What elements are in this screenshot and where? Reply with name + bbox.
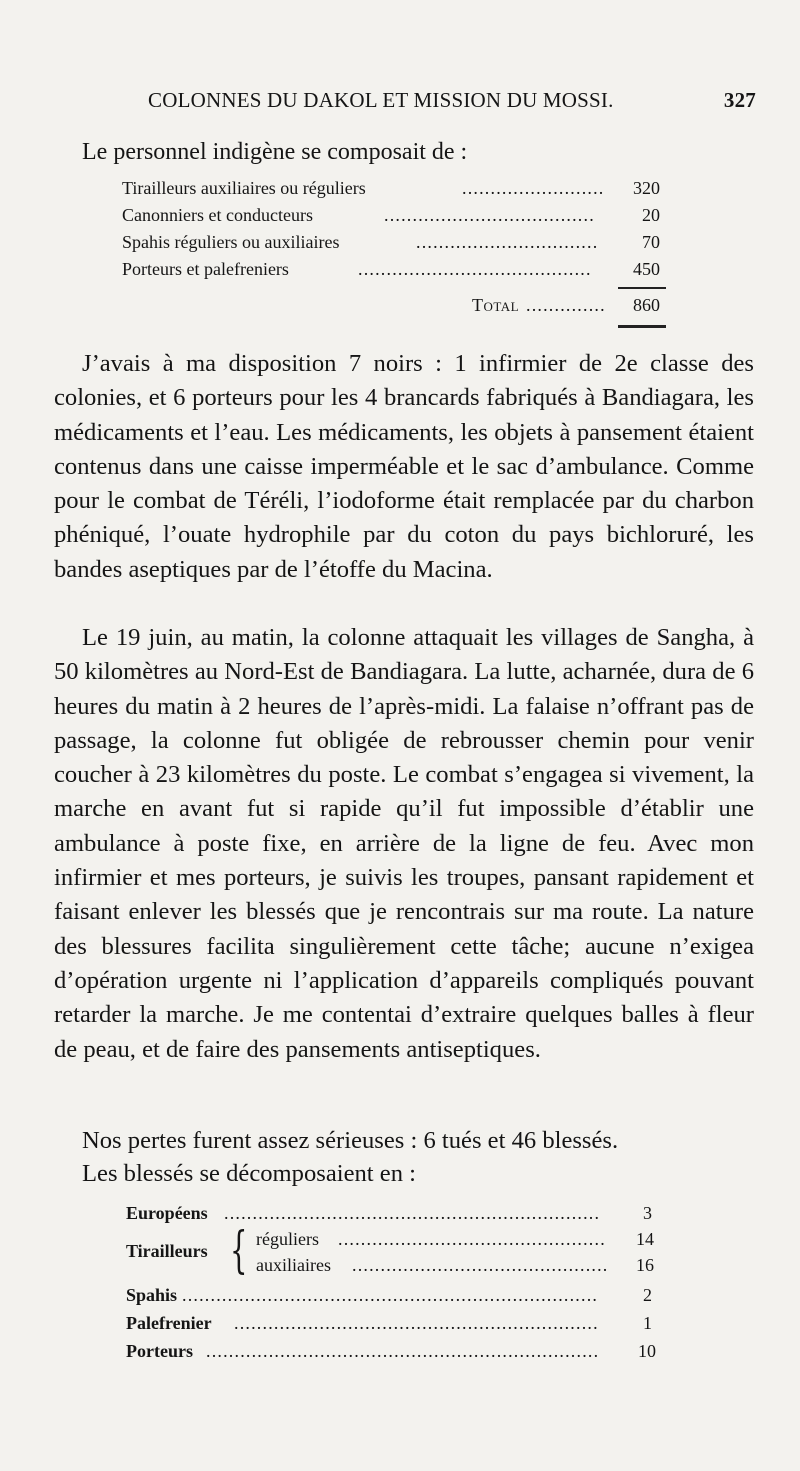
row-value: 14	[636, 1229, 654, 1249]
leader-dots: ..............	[526, 295, 606, 315]
row-label: Palefrenier	[126, 1313, 212, 1333]
intro-line: Le personnel indigène se composait de :	[82, 139, 468, 165]
total-label: Total	[472, 295, 520, 315]
row-label: Tirailleurs	[126, 1241, 208, 1261]
brace-glyph: {	[230, 1221, 248, 1279]
row-label: Spahis	[126, 1285, 178, 1305]
wounded-table	[126, 1203, 686, 1383]
row-value: 2	[643, 1285, 652, 1305]
row-label: réguliers	[256, 1229, 319, 1249]
leader-dots: .........................................	[358, 259, 592, 279]
paragraph: Le 19 juin, au matin, la colonne attaquait les villages de Sangha, à 50 kilomètres au Nord-Est de Bandiagara. La lutte, acharnée, dura de 6 heures du matin à 2 heures de l’après-midi. La falaise n’offrant pas de passage, la colonne fut obligée de rebrousser chemin pour venir coucher à 23 kilomètres du poste. Le combat s’engagea si vivement, la marche en avant fut si rapide qu’il fut impossible d’établir une ambulance à poste fixe, en arrière de la ligne de feu. Avec mon infirmier et mes porteurs, je suivis les troupes, pansant rapidement et faisant enlever les blessés que je rencontrais sur ma route. La nature des blessures facilita singulièrement cette tâche; aucune n’exigea d’opération urgente ni l’application d’appareils compliqués pouvant retarder la marche. Je me contentai d’extraire quelques balles à fleur de peau, et de faire des pansements antiseptiques.	[54, 624, 754, 1063]
leader-dots: .............................................	[352, 1255, 609, 1275]
row-label: Porteurs	[126, 1341, 193, 1361]
paragraph: J’avais à ma disposition 7 noirs : 1 infirmier de 2e classe des colonies, et 6 porteurs pour les 4 brancards fabriqués à Bandiagara, les médicaments et l’eau. Les médicaments, les objets à pansement étaient contenus dans une caisse imperméable et le sac d’ambulance. Comme pour le combat de Téréli, l’iodoforme était remplacée par du charbon phéniqué, l’ouate hydrophile par du coton du pays bichloruré, les bandes aseptiques par de l’étoffe du Macina.	[54, 350, 754, 583]
leader-dots: .....................................	[384, 205, 595, 225]
row-label: Canonniers et conducteurs	[122, 205, 313, 225]
end-rule	[618, 325, 666, 328]
leader-dots: ...............................................	[338, 1229, 606, 1249]
row-label: auxiliaires	[256, 1255, 331, 1275]
row-value: 16	[636, 1255, 654, 1275]
leader-dots: .........................................................................	[182, 1285, 599, 1305]
sum-rule	[618, 287, 666, 289]
row-value: 70	[642, 232, 660, 252]
row-label: Spahis réguliers ou auxiliaires	[122, 232, 340, 252]
page-number: 327	[723, 88, 756, 112]
leader-dots: ................................	[416, 232, 599, 252]
leader-dots: .........................	[462, 178, 605, 198]
row-label: Tirailleurs auxiliaires ou réguliers	[122, 178, 366, 198]
running-title: COLONNES DU DAKOL ET MISSION DU MOSSI.	[148, 88, 614, 112]
row-value: 10	[638, 1341, 656, 1361]
paragraph: Nos pertes furent assez sérieuses : 6 tués et 46 blessés.	[82, 1127, 619, 1154]
total-value: 860	[633, 295, 660, 315]
row-value: 3	[643, 1203, 652, 1223]
personnel-table	[122, 178, 682, 338]
row-value: 320	[633, 178, 660, 198]
row-label: Porteurs et palefreniers	[122, 259, 289, 279]
leader-dots: ..................................................................	[224, 1203, 601, 1223]
leader-dots: ................................................................	[234, 1313, 599, 1333]
row-value: 450	[633, 259, 660, 279]
paragraph: Les blessés se décomposaient en :	[82, 1160, 416, 1187]
row-value: 20	[642, 205, 660, 225]
row-label: Européens	[126, 1203, 208, 1223]
leader-dots: .....................................................................	[206, 1341, 600, 1361]
row-value: 1	[643, 1313, 652, 1333]
